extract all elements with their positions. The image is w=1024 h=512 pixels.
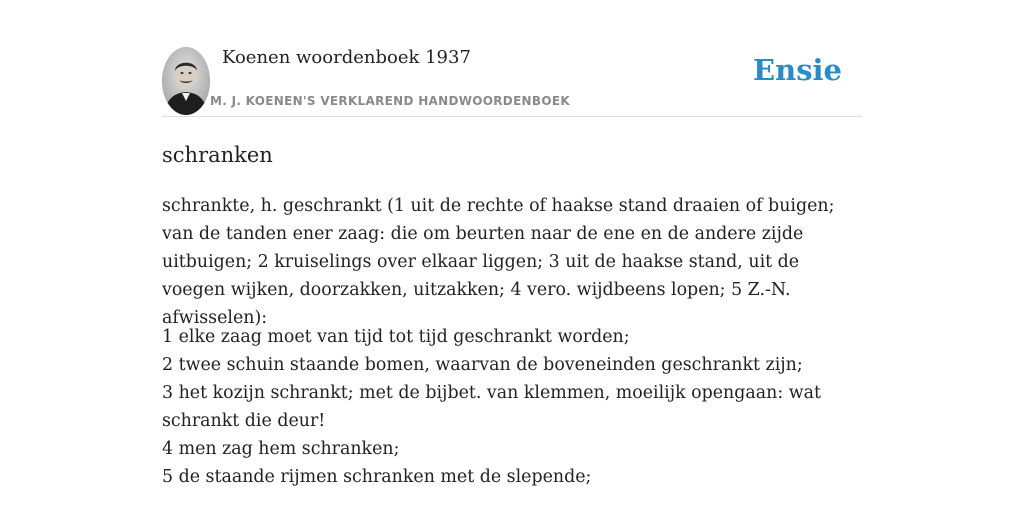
- example-item: 2 twee schuin staande bomen, waarvan de boveneinden geschrankt zijn;: [162, 355, 803, 375]
- example-item: 3 het kozijn schrankt; met de bijbet. van klemmen, moeilijk opengaan: wat schrankt die deur!: [162, 383, 821, 431]
- site-title[interactable]: Koenen woordenboek 1937: [222, 47, 471, 68]
- site-header: [162, 0, 862, 117]
- example-item: 4 men zag hem schranken;: [162, 439, 400, 459]
- site-subtitle: M. J. KOENEN'S VERKLAREND HANDWOORDENBOEK: [210, 94, 570, 108]
- entry-headword: schranken: [162, 143, 273, 167]
- author-portrait-icon[interactable]: [162, 47, 210, 115]
- example-item: 1 elke zaag moet van tijd tot tijd geschrankt worden;: [162, 327, 630, 347]
- page: [162, 0, 862, 512]
- example-item: 5 de staande rijmen schranken met de slepende;: [162, 467, 592, 487]
- entry-definition: schrankte, h. geschrankt (1 uit de rechte of haakse stand draaien of buigen; van de tanden ener zaag: die om beurten naar de ene en de andere zijde uitbuigen; 2 kruiselings over elkaar liggen; 3 uit de haakse stand, uit de voegen wijken, doorzakken, uitzakken; 4 vero. wijdbeens lopen; 5 Z.-N. afwisselen):: [162, 196, 835, 328]
- example-list: [162, 323, 862, 491]
- ensie-logo-link[interactable]: Ensie: [753, 53, 842, 87]
